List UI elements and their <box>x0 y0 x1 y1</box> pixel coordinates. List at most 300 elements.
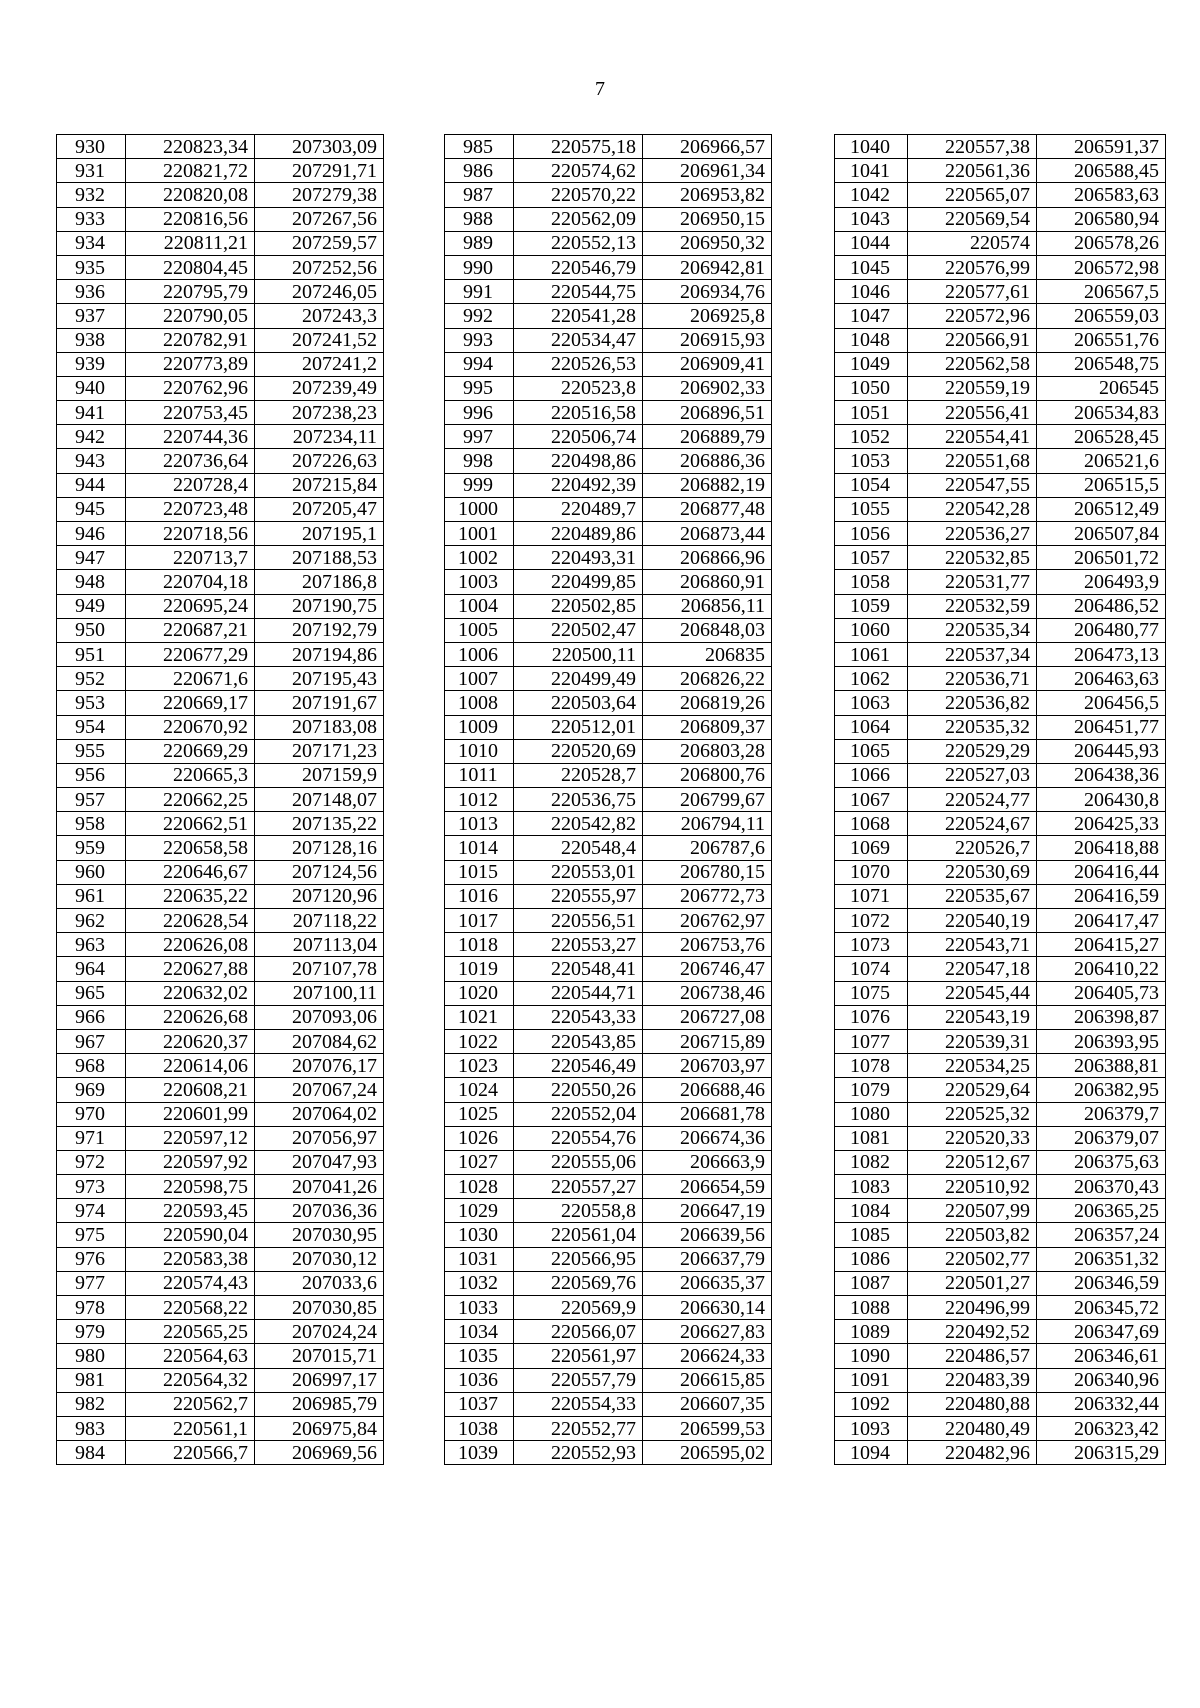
point-number: 983 <box>57 1416 126 1440</box>
coordinate-x: 220562,7 <box>126 1392 255 1416</box>
coordinate-x: 220544,75 <box>514 280 643 304</box>
coordinate-x: 220723,48 <box>126 497 255 521</box>
point-number: 1050 <box>835 376 908 400</box>
table-row <box>445 860 772 884</box>
coordinate-x: 220736,64 <box>126 449 255 473</box>
point-number: 958 <box>57 812 126 836</box>
coordinate-y: 206942,81 <box>643 255 772 279</box>
coordinate-y: 207194,86 <box>255 642 384 666</box>
point-number: 1063 <box>835 691 908 715</box>
coordinate-y: 206534,83 <box>1037 401 1166 425</box>
coordinates-table-1 <box>56 134 384 1465</box>
coordinate-y: 206627,83 <box>643 1320 772 1344</box>
point-number: 1057 <box>835 546 908 570</box>
table-row <box>835 328 1166 352</box>
point-number: 953 <box>57 691 126 715</box>
table-row <box>57 570 384 594</box>
table-row <box>445 594 772 618</box>
coordinate-x: 220574,43 <box>126 1271 255 1295</box>
coordinate-x: 220566,07 <box>514 1320 643 1344</box>
table-row <box>57 522 384 546</box>
table-row <box>835 1416 1166 1440</box>
table-row <box>835 667 1166 691</box>
table-row <box>835 1175 1166 1199</box>
table-row <box>445 1078 772 1102</box>
table-row <box>445 836 772 860</box>
coordinate-y: 206370,43 <box>1037 1175 1166 1199</box>
table-row <box>445 546 772 570</box>
coordinate-y: 207120,96 <box>255 884 384 908</box>
coordinate-x: 220669,29 <box>126 739 255 763</box>
point-number: 1065 <box>835 739 908 763</box>
table-row <box>445 884 772 908</box>
coordinate-y: 206315,29 <box>1037 1441 1166 1465</box>
coordinate-y: 206635,37 <box>643 1271 772 1295</box>
coordinate-y: 206567,5 <box>1037 280 1166 304</box>
point-number: 1044 <box>835 231 908 255</box>
coordinate-x: 220658,58 <box>126 836 255 860</box>
table-row <box>445 1102 772 1126</box>
coordinate-y: 206388,81 <box>1037 1054 1166 1078</box>
coordinate-y: 206583,63 <box>1037 183 1166 207</box>
coordinate-x: 220492,39 <box>514 473 643 497</box>
table-row <box>835 183 1166 207</box>
coordinate-y: 206950,32 <box>643 231 772 255</box>
coordinates-table-2 <box>444 134 772 1465</box>
coordinate-x: 220526,53 <box>514 352 643 376</box>
table-row <box>57 1005 384 1029</box>
coordinate-y: 206548,75 <box>1037 352 1166 376</box>
coordinate-y: 207252,56 <box>255 255 384 279</box>
point-number: 1005 <box>445 618 514 642</box>
point-number: 963 <box>57 933 126 957</box>
coordinate-x: 220486,57 <box>908 1344 1037 1368</box>
coordinate-x: 220548,4 <box>514 836 643 860</box>
point-number: 1058 <box>835 570 908 594</box>
table-row <box>57 1199 384 1223</box>
table-row <box>445 425 772 449</box>
table-row <box>445 1247 772 1271</box>
coordinate-x: 220575,18 <box>514 135 643 159</box>
coordinate-y: 207234,11 <box>255 425 384 449</box>
coordinate-x: 220480,88 <box>908 1392 1037 1416</box>
coordinate-x: 220662,25 <box>126 788 255 812</box>
table-row <box>57 183 384 207</box>
coordinate-x: 220574,62 <box>514 159 643 183</box>
table-row <box>57 1368 384 1392</box>
coordinate-y: 206323,42 <box>1037 1416 1166 1440</box>
point-number: 1056 <box>835 522 908 546</box>
coordinate-y: 206445,93 <box>1037 739 1166 763</box>
coordinate-y: 206799,67 <box>643 788 772 812</box>
point-number: 984 <box>57 1441 126 1465</box>
point-number: 997 <box>445 425 514 449</box>
point-number: 1075 <box>835 981 908 1005</box>
coordinate-y: 207100,11 <box>255 981 384 1005</box>
point-number: 945 <box>57 497 126 521</box>
table-row <box>57 1126 384 1150</box>
coordinate-y: 206416,59 <box>1037 884 1166 908</box>
table-row <box>57 739 384 763</box>
coordinate-x: 220823,34 <box>126 135 255 159</box>
table-row <box>445 255 772 279</box>
point-number: 1038 <box>445 1416 514 1440</box>
coordinate-x: 220536,82 <box>908 691 1037 715</box>
coordinate-x: 220542,82 <box>514 812 643 836</box>
table-row <box>57 691 384 715</box>
coordinate-x: 220546,79 <box>514 255 643 279</box>
table-row <box>57 715 384 739</box>
point-number: 943 <box>57 449 126 473</box>
coordinate-y: 206346,59 <box>1037 1271 1166 1295</box>
table-row <box>445 449 772 473</box>
coordinate-x: 220552,93 <box>514 1441 643 1465</box>
point-number: 1007 <box>445 667 514 691</box>
coordinate-x: 220525,32 <box>908 1102 1037 1126</box>
coordinate-x: 220516,58 <box>514 401 643 425</box>
coordinate-x: 220669,17 <box>126 691 255 715</box>
point-number: 941 <box>57 401 126 425</box>
coordinate-y: 206809,37 <box>643 715 772 739</box>
point-number: 1042 <box>835 183 908 207</box>
table-row <box>57 425 384 449</box>
coordinate-x: 220503,64 <box>514 691 643 715</box>
coordinate-x: 220530,69 <box>908 860 1037 884</box>
coordinate-y: 206591,37 <box>1037 135 1166 159</box>
point-number: 968 <box>57 1054 126 1078</box>
point-number: 964 <box>57 957 126 981</box>
point-number: 955 <box>57 739 126 763</box>
point-number: 1053 <box>835 449 908 473</box>
coordinate-y: 206654,59 <box>643 1175 772 1199</box>
coordinate-x: 220524,67 <box>908 812 1037 836</box>
point-number: 1079 <box>835 1078 908 1102</box>
table-row <box>445 183 772 207</box>
coordinate-y: 207135,22 <box>255 812 384 836</box>
coordinate-x: 220568,22 <box>126 1296 255 1320</box>
table-row <box>57 449 384 473</box>
coordinate-y: 206398,87 <box>1037 1005 1166 1029</box>
coordinate-y: 207188,53 <box>255 546 384 570</box>
table-row <box>445 1296 772 1320</box>
table-row <box>835 1029 1166 1053</box>
coordinate-y: 206803,28 <box>643 739 772 763</box>
coordinate-x: 220816,56 <box>126 207 255 231</box>
point-number: 1031 <box>445 1247 514 1271</box>
table-row <box>445 667 772 691</box>
point-number: 996 <box>445 401 514 425</box>
coordinate-x: 220501,27 <box>908 1271 1037 1295</box>
coordinate-y: 206332,44 <box>1037 1392 1166 1416</box>
coordinate-y: 206559,03 <box>1037 304 1166 328</box>
table-row <box>445 376 772 400</box>
coordinate-y: 207159,9 <box>255 763 384 787</box>
coordinate-y: 206860,91 <box>643 570 772 594</box>
table-row <box>835 255 1166 279</box>
point-number: 1091 <box>835 1368 908 1392</box>
table-row <box>445 618 772 642</box>
point-number: 1013 <box>445 812 514 836</box>
coordinate-y: 207041,26 <box>255 1175 384 1199</box>
coordinate-x: 220565,25 <box>126 1320 255 1344</box>
point-number: 1016 <box>445 884 514 908</box>
coordinate-y: 206639,56 <box>643 1223 772 1247</box>
coordinate-x: 220535,34 <box>908 618 1037 642</box>
coordinate-y: 206663,9 <box>643 1150 772 1174</box>
coordinate-y: 207238,23 <box>255 401 384 425</box>
point-number: 948 <box>57 570 126 594</box>
table-row <box>57 788 384 812</box>
table-row <box>445 1175 772 1199</box>
table-row <box>57 1175 384 1199</box>
coordinate-x: 220557,27 <box>514 1175 643 1199</box>
coordinate-y: 206528,45 <box>1037 425 1166 449</box>
coordinate-y: 206551,76 <box>1037 328 1166 352</box>
coordinate-y: 206347,69 <box>1037 1320 1166 1344</box>
point-number: 1078 <box>835 1054 908 1078</box>
table-row <box>835 546 1166 570</box>
coordinate-y: 206379,07 <box>1037 1126 1166 1150</box>
point-number: 1072 <box>835 909 908 933</box>
point-number: 1092 <box>835 1392 908 1416</box>
point-number: 957 <box>57 788 126 812</box>
coordinate-x: 220546,49 <box>514 1054 643 1078</box>
point-number: 967 <box>57 1029 126 1053</box>
coordinate-y: 206486,52 <box>1037 594 1166 618</box>
point-number: 999 <box>445 473 514 497</box>
point-number: 1071 <box>835 884 908 908</box>
coordinate-y: 207279,38 <box>255 183 384 207</box>
table-row <box>835 352 1166 376</box>
coordinate-x: 220590,04 <box>126 1223 255 1247</box>
coordinate-x: 220523,8 <box>514 376 643 400</box>
coordinate-x: 220564,63 <box>126 1344 255 1368</box>
point-number: 1027 <box>445 1150 514 1174</box>
coordinate-x: 220503,82 <box>908 1223 1037 1247</box>
coordinate-y: 206493,9 <box>1037 570 1166 594</box>
table-row <box>57 1416 384 1440</box>
coordinate-x: 220593,45 <box>126 1199 255 1223</box>
coordinate-x: 220532,85 <box>908 546 1037 570</box>
table-row <box>445 1199 772 1223</box>
coordinate-x: 220671,6 <box>126 667 255 691</box>
coordinate-y: 206410,22 <box>1037 957 1166 981</box>
coordinate-x: 220728,4 <box>126 473 255 497</box>
coordinate-x: 220554,41 <box>908 425 1037 449</box>
coordinate-y: 207215,84 <box>255 473 384 497</box>
coordinate-x: 220561,1 <box>126 1416 255 1440</box>
coordinate-y: 206456,5 <box>1037 691 1166 715</box>
coordinate-x: 220565,07 <box>908 183 1037 207</box>
coordinate-x: 220502,85 <box>514 594 643 618</box>
table-row <box>57 473 384 497</box>
coordinate-x: 220532,59 <box>908 594 1037 618</box>
coordinate-x: 220558,8 <box>514 1199 643 1223</box>
coordinate-x: 220498,86 <box>514 449 643 473</box>
table-row <box>445 691 772 715</box>
table-row <box>835 715 1166 739</box>
coordinate-y: 206473,13 <box>1037 642 1166 666</box>
coordinate-y: 207030,85 <box>255 1296 384 1320</box>
table-row <box>445 1005 772 1029</box>
table-row <box>57 497 384 521</box>
coordinate-x: 220635,22 <box>126 884 255 908</box>
coordinate-y: 207226,63 <box>255 449 384 473</box>
point-number: 1019 <box>445 957 514 981</box>
coordinate-y: 206715,89 <box>643 1029 772 1053</box>
coordinate-y: 207171,23 <box>255 739 384 763</box>
coordinate-x: 220562,09 <box>514 207 643 231</box>
table-row <box>57 836 384 860</box>
coordinate-y: 207291,71 <box>255 159 384 183</box>
table-row <box>445 570 772 594</box>
coordinate-x: 220552,13 <box>514 231 643 255</box>
point-number: 1004 <box>445 594 514 618</box>
table-row <box>835 449 1166 473</box>
table-row <box>445 1320 772 1344</box>
point-number: 1010 <box>445 739 514 763</box>
coordinate-y: 206521,6 <box>1037 449 1166 473</box>
coordinate-x: 220782,91 <box>126 328 255 352</box>
coordinate-y: 206856,11 <box>643 594 772 618</box>
point-number: 937 <box>57 304 126 328</box>
coordinate-y: 206727,08 <box>643 1005 772 1029</box>
coordinate-y: 206873,44 <box>643 522 772 546</box>
point-number: 956 <box>57 763 126 787</box>
coordinate-y: 206451,77 <box>1037 715 1166 739</box>
coordinate-y: 206886,36 <box>643 449 772 473</box>
point-number: 977 <box>57 1271 126 1295</box>
point-number: 950 <box>57 618 126 642</box>
coordinate-x: 220506,74 <box>514 425 643 449</box>
coordinate-y: 206961,34 <box>643 159 772 183</box>
table-row <box>835 642 1166 666</box>
point-number: 954 <box>57 715 126 739</box>
coordinate-x: 220753,45 <box>126 401 255 425</box>
coordinate-y: 207056,97 <box>255 1126 384 1150</box>
coordinate-x: 220507,99 <box>908 1199 1037 1223</box>
coordinate-x: 220534,25 <box>908 1054 1037 1078</box>
point-number: 959 <box>57 836 126 860</box>
point-number: 1043 <box>835 207 908 231</box>
point-number: 966 <box>57 1005 126 1029</box>
coordinate-y: 206418,88 <box>1037 836 1166 860</box>
point-number: 991 <box>445 280 514 304</box>
table-row <box>445 1029 772 1053</box>
coordinate-y: 207067,24 <box>255 1078 384 1102</box>
point-number: 930 <box>57 135 126 159</box>
coordinate-x: 220562,58 <box>908 352 1037 376</box>
coordinate-y: 207148,07 <box>255 788 384 812</box>
coordinate-x: 220554,33 <box>514 1392 643 1416</box>
table-row <box>57 231 384 255</box>
page-number: 7 <box>595 78 605 100</box>
coordinate-x: 220795,79 <box>126 280 255 304</box>
coordinate-x: 220718,56 <box>126 522 255 546</box>
point-number: 1077 <box>835 1029 908 1053</box>
coordinate-y: 207190,75 <box>255 594 384 618</box>
table-row <box>835 691 1166 715</box>
point-number: 1046 <box>835 280 908 304</box>
point-number: 992 <box>445 304 514 328</box>
table-row <box>445 231 772 255</box>
coordinate-x: 220531,77 <box>908 570 1037 594</box>
point-number: 972 <box>57 1150 126 1174</box>
coordinate-y: 206357,24 <box>1037 1223 1166 1247</box>
table-row <box>835 1368 1166 1392</box>
coordinate-x: 220695,24 <box>126 594 255 618</box>
point-number: 995 <box>445 376 514 400</box>
coordinate-y: 206512,49 <box>1037 497 1166 521</box>
coordinate-x: 220529,64 <box>908 1078 1037 1102</box>
point-number: 1041 <box>835 159 908 183</box>
coordinate-y: 206909,41 <box>643 352 772 376</box>
coordinate-x: 220821,72 <box>126 159 255 183</box>
table-row <box>835 836 1166 860</box>
coordinate-y: 207186,8 <box>255 570 384 594</box>
coordinate-y: 206866,96 <box>643 546 772 570</box>
table-row <box>57 1102 384 1126</box>
point-number: 961 <box>57 884 126 908</box>
table-row <box>835 522 1166 546</box>
coordinate-x: 220496,99 <box>908 1296 1037 1320</box>
point-number: 935 <box>57 255 126 279</box>
table-row <box>445 207 772 231</box>
point-number: 1070 <box>835 860 908 884</box>
coordinate-x: 220561,36 <box>908 159 1037 183</box>
coordinate-y: 206599,53 <box>643 1416 772 1440</box>
coordinate-x: 220499,85 <box>514 570 643 594</box>
coordinate-x: 220529,29 <box>908 739 1037 763</box>
point-number: 1069 <box>835 836 908 860</box>
coordinate-x: 220510,92 <box>908 1175 1037 1199</box>
coordinate-x: 220744,36 <box>126 425 255 449</box>
coordinate-x: 220540,19 <box>908 909 1037 933</box>
table-row <box>835 812 1166 836</box>
point-number: 1090 <box>835 1344 908 1368</box>
coordinate-x: 220559,19 <box>908 376 1037 400</box>
point-number: 1047 <box>835 304 908 328</box>
coordinate-y: 206925,8 <box>643 304 772 328</box>
coordinate-x: 220489,7 <box>514 497 643 521</box>
coordinates-table-3 <box>834 134 1166 1465</box>
coordinate-y: 206630,14 <box>643 1296 772 1320</box>
point-number: 1021 <box>445 1005 514 1029</box>
coordinate-x: 220535,32 <box>908 715 1037 739</box>
table-row <box>445 957 772 981</box>
table-row <box>835 1247 1166 1271</box>
coordinate-y: 206934,76 <box>643 280 772 304</box>
table-row <box>835 1102 1166 1126</box>
coordinate-y: 207183,08 <box>255 715 384 739</box>
table-row <box>445 159 772 183</box>
coordinate-x: 220500,11 <box>514 642 643 666</box>
point-number: 981 <box>57 1368 126 1392</box>
point-number: 1062 <box>835 667 908 691</box>
coordinate-y: 206877,48 <box>643 497 772 521</box>
point-number: 975 <box>57 1223 126 1247</box>
coordinate-x: 220551,68 <box>908 449 1037 473</box>
coordinate-y: 206417,47 <box>1037 909 1166 933</box>
coordinate-x: 220543,19 <box>908 1005 1037 1029</box>
coordinate-x: 220524,77 <box>908 788 1037 812</box>
point-number: 988 <box>445 207 514 231</box>
coordinate-y: 207113,04 <box>255 933 384 957</box>
coordinate-x: 220548,41 <box>514 957 643 981</box>
point-number: 1035 <box>445 1344 514 1368</box>
point-number: 987 <box>445 183 514 207</box>
point-number: 990 <box>445 255 514 279</box>
